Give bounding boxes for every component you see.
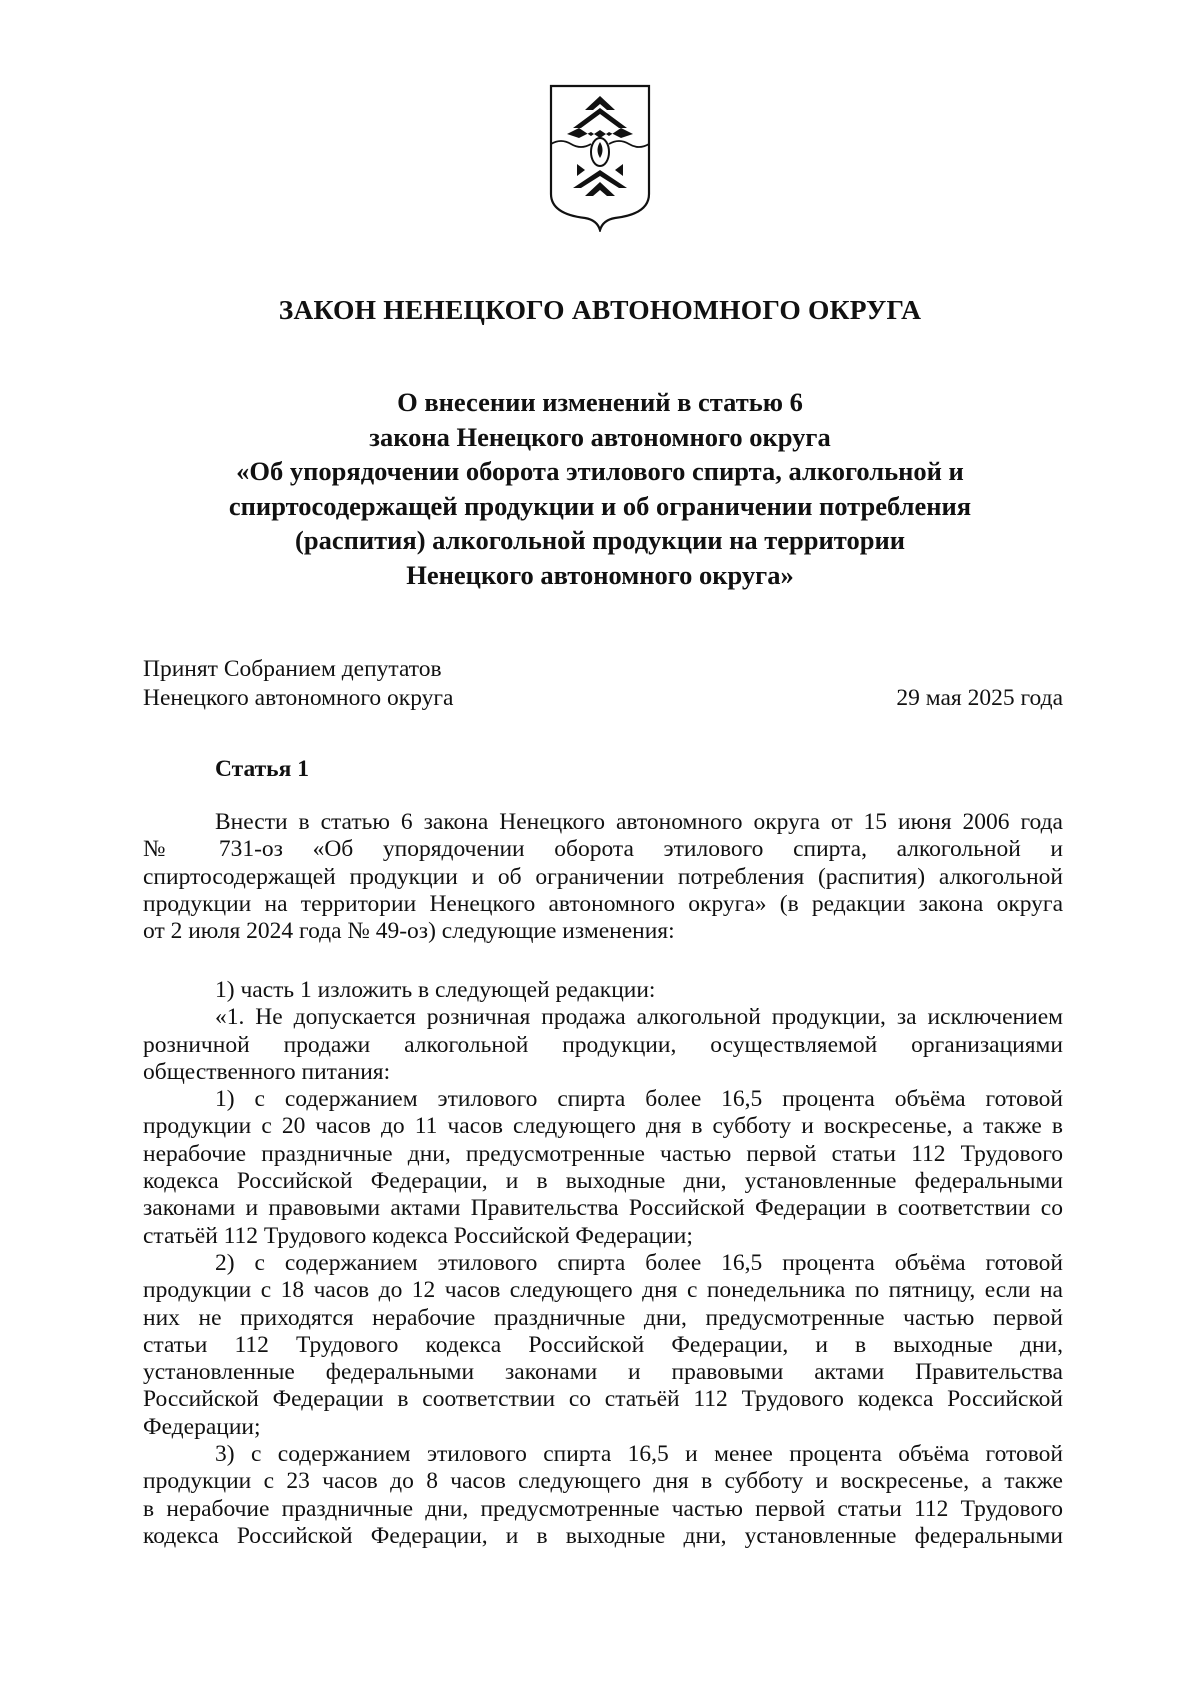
subtitle-line: Ненецкого автономного округа»: [406, 559, 794, 590]
item2-line: них не приходятся нерабочие праздничные дни, предусмотренные частью первой: [143, 1304, 1063, 1331]
subtitle-line: О внесении изменений в статью 6: [397, 387, 803, 417]
item3-line: 3) с содержанием этилового спирта 16,5 и менее процента объёма готовой: [215, 1441, 1063, 1468]
adoption-block: [143, 655, 1063, 713]
part1-line: общественного питания:: [143, 1058, 391, 1085]
adopted-date: 29 мая 2025 года: [896, 685, 1063, 711]
item1-line: статьёй 112 Трудового кодекса Российской Федерации;: [143, 1222, 693, 1249]
item1-line: нерабочие праздничные дни, предусмотренные частью первой статьи 112 Трудового: [143, 1140, 1063, 1167]
item1-line: продукции с 20 часов до 11 часов следующего дня в субботу и воскресенье, а также в: [143, 1113, 1063, 1140]
subtitle-line: спиртосодержащей продукции и об ограничении потребления: [228, 490, 972, 521]
intro-line: продукции на территории Ненецкого автономного округа» (в редакции закона округа: [143, 890, 1063, 917]
item3-line: в нерабочие праздничные дни, предусмотренные частью первой статьи 112 Трудового: [143, 1495, 1063, 1522]
item2-line: продукции с 18 часов до 12 часов следующего дня с понедельника по пятницу, если на: [143, 1277, 1063, 1304]
intro-line: спиртосодержащей продукции и об ограничении потребления (распития) алкогольной: [143, 863, 1063, 890]
adopted-by-line: Принят Собранием депутатов: [143, 656, 442, 682]
item3-line: продукции с 23 часов до 8 часов следующего дня в субботу и воскресенье, а также: [143, 1468, 1063, 1495]
article-intro: [143, 809, 1063, 945]
item1-line: законами и правовыми актами Правительства Российской Федерации в соответствии со: [143, 1195, 1063, 1222]
item1-line: 1) с содержанием этилового спирта более 16,5 процента объёма готовой: [215, 1086, 1063, 1113]
intro-line: № 731-оз «Об упорядочении оборота этилового спирта, алкогольной и: [143, 836, 1063, 863]
part1-line: розничной продажи алкогольной продукции, осуществляемой организациями: [143, 1031, 1063, 1058]
item1-line: кодекса Российской Федерации, и в выходные дни, установленные федеральными: [143, 1168, 1063, 1195]
subtitle-line: закона Ненецкого автономного округа: [369, 421, 831, 452]
item2-line: 2) с содержанием этилового спирта более 16,5 процента объёма готовой: [215, 1249, 1063, 1276]
item3-line: кодекса Российской Федерации, и в выходные дни, установленные федеральными: [143, 1522, 1063, 1549]
item2-line: Российской Федерации в соответствии со статьёй 112 Трудового кодекса Российской: [143, 1386, 1063, 1413]
item2-line: Федерации;: [143, 1413, 261, 1440]
changes-list: [143, 977, 1063, 1550]
article-heading: Статья 1: [215, 756, 309, 782]
adopted-by-line: Ненецкого автономного округа: [143, 685, 454, 711]
coat-of-arms-icon: [545, 82, 655, 232]
change-heading: 1) часть 1 изложить в следующей редакции:: [215, 977, 656, 1003]
item2-line: установленные федеральными законами и правовыми актами Правительства: [143, 1359, 1063, 1386]
law-subtitle: [140, 385, 1060, 592]
law-title: ЗАКОН НЕНЕЦКОГО АВТОНОМНОГО ОКРУГА: [278, 294, 922, 325]
intro-line: от 2 июля 2024 года № 49-оз) следующие изменения:: [143, 918, 675, 945]
item2-line: статьи 112 Трудового кодекса Российской Федерации, и в выходные дни,: [143, 1331, 1063, 1358]
intro-line: Внести в статью 6 закона Ненецкого автономного округа от 15 июня 2006 года: [215, 809, 1063, 835]
subtitle-line: «Об упорядочении оборота этилового спирта, алкогольной и: [236, 456, 964, 486]
part1-line: «1. Не допускается розничная продажа алкогольной продукции, за исключением: [215, 1004, 1063, 1031]
subtitle-line: (распития) алкогольной продукции на территории: [295, 525, 905, 555]
